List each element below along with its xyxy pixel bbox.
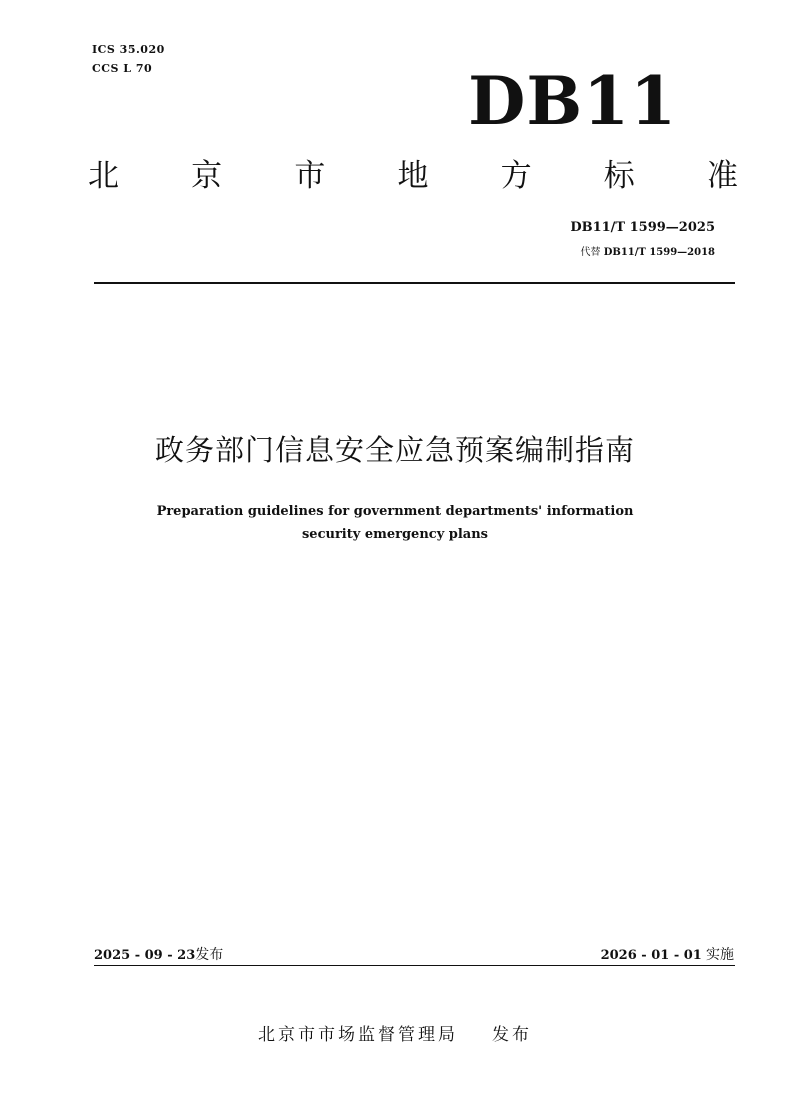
implement-label: 实施: [706, 947, 734, 963]
ccs-code: CCS L 70: [92, 62, 153, 75]
standard-type-char: 标: [603, 158, 635, 194]
standard-type-char: 京: [191, 158, 223, 194]
standard-logo: DB11: [468, 62, 677, 140]
standard-type-heading: [88, 150, 738, 195]
standard-type-char: 市: [294, 158, 326, 194]
ics-code: ICS 35.020: [92, 43, 165, 56]
replaces-line: [581, 243, 715, 258]
standard-code: DB11/T 1599—2025: [570, 220, 715, 235]
header-divider: [94, 282, 735, 284]
issuer-action: 发布: [492, 1025, 532, 1045]
replaces-label: 代替: [580, 247, 601, 258]
issue-date-line: [94, 944, 223, 964]
standard-type-char: 方: [500, 158, 532, 194]
standard-type-char: 北: [88, 158, 119, 194]
replaces-code: DB11/T 1599—2018: [603, 247, 715, 258]
issue-date: 2025 - 09 - 23: [94, 948, 196, 963]
footer-divider: [94, 965, 735, 966]
issuer-line: [0, 1020, 790, 1045]
issuer-name: 北京市市场监督管理局: [258, 1025, 458, 1045]
title-en-line: Preparation guidelines for government departments' information: [156, 504, 634, 519]
standard-type-char: 准: [706, 158, 738, 194]
document-title-zh: 政务部门信息安全应急预案编制指南: [154, 433, 635, 467]
standard-type-char: 地: [397, 158, 429, 194]
implement-date-line: [601, 944, 734, 964]
title-en-line: security emergency plans: [301, 527, 488, 542]
classification-codes: [92, 40, 165, 78]
document-title-en: [60, 500, 730, 546]
issue-label: 发布: [195, 947, 224, 963]
implement-date: 2026 - 01 - 01: [600, 948, 702, 963]
